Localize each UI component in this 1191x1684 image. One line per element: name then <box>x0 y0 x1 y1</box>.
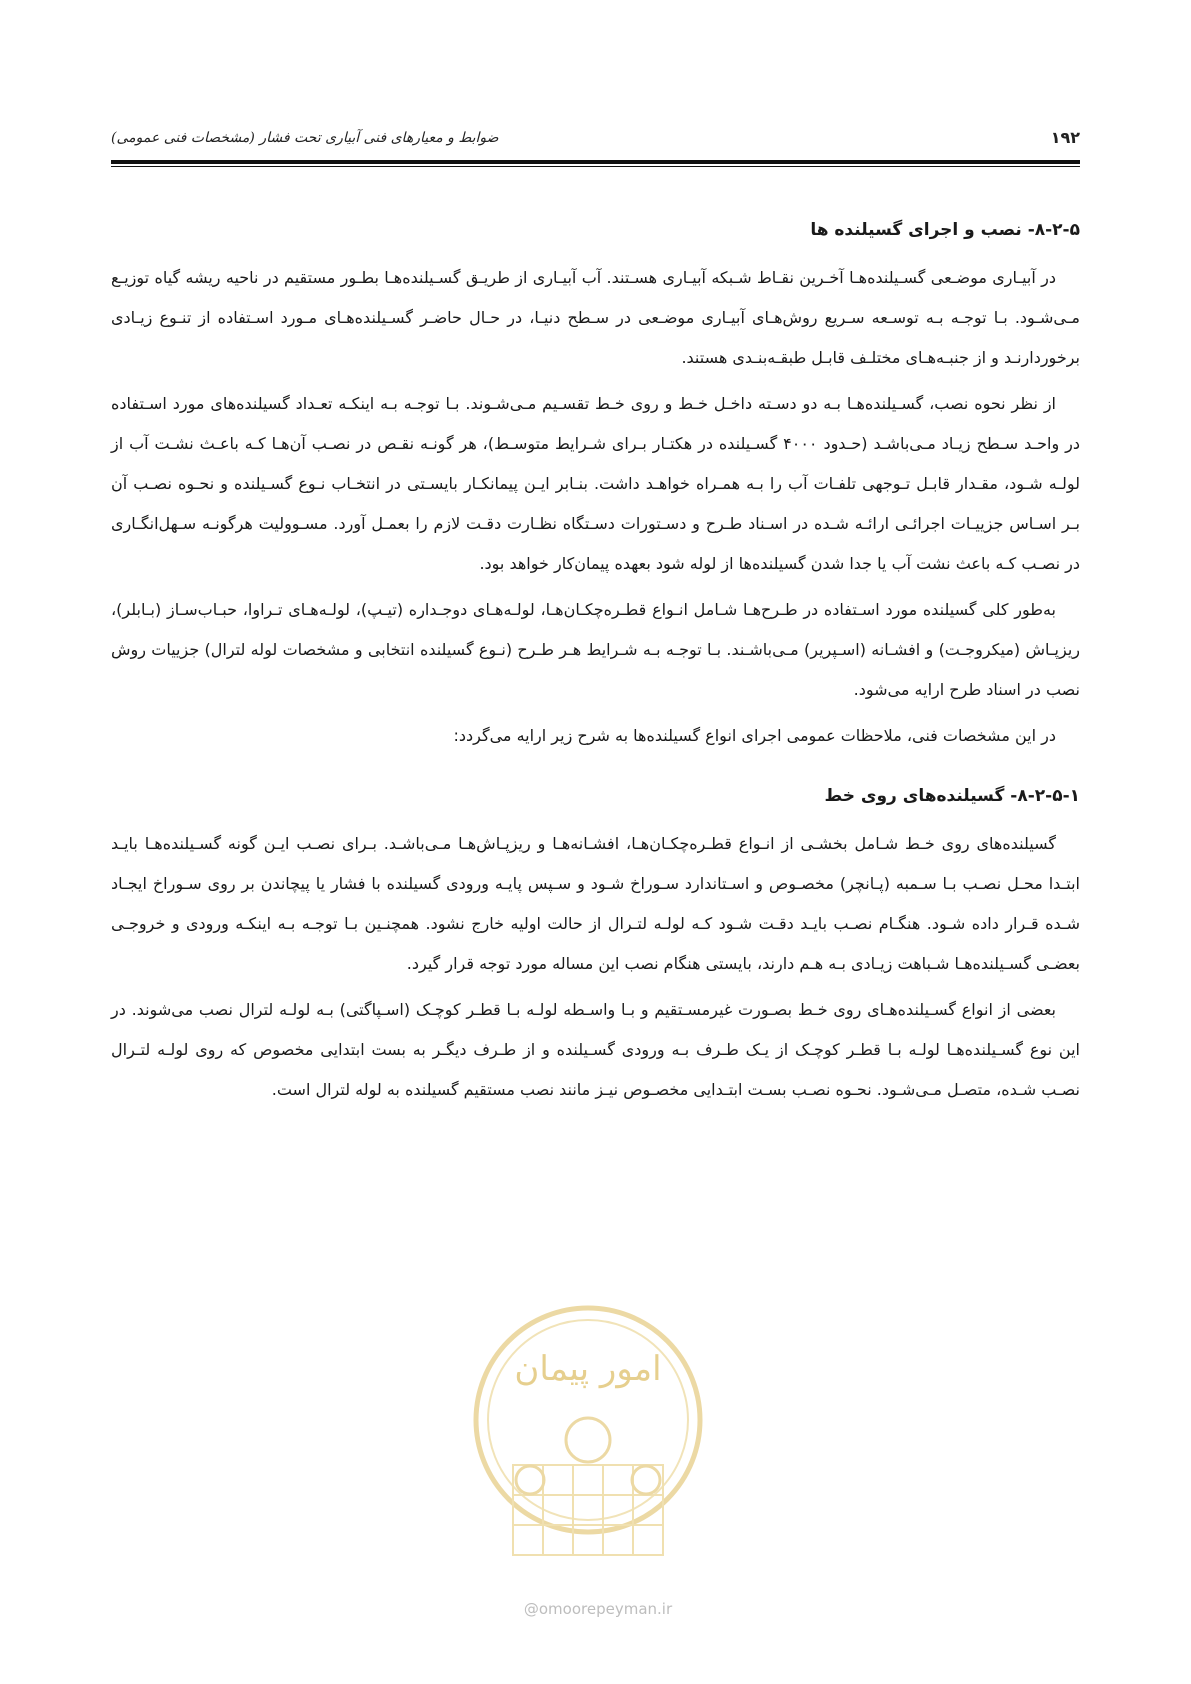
section-heading-installation: ۸-۲-۵- نصب و اجرای گسیلنده ها <box>810 220 1080 240</box>
header-rule-thin <box>111 166 1080 167</box>
paragraph-installation-method: از نظر نحوه نصب، گسـیلنده‌هـا بـه دو دسـته داخـل خـط و روی خـط تقسـیم مـی‌شـوند. بـا توجـه بـه اینکـه تعـداد گسیلنده‌های مورد اسـتفاده در واحـد سـطح زیـاد مـی‌باشـد (حـدود ۴۰۰۰ گسـیلنده در هکتـار بـرای شـرایط متوسـط)، هر گونـه نقـص در نصـب آن‌هـا کـه باعـث نشـت آب از لولـه شـود، مقـدار قابـل تـوجهی تلفـات آب را بـه همـراه خواهـد داشت. بنـابر ایـن پیمانکـار بایسـتی در انتخـاب نـوع گسـیلنده و نحـوه نصـب آن بـر اسـاس جزییـات اجرائـی ارائـه شـده در اسـناد طـرح و دسـتورات دسـتگاه نظـارت دقـت لازم را بعمـل آورد. مسـوولیت هرگونـه سـهل‌انگـاری در نصـب کـه باعث نشت آب یا جدا شدن گسیلنده‌ها از لوله شود بعهده پیمان‌کار خواهد بود. <box>111 394 1081 573</box>
paragraph-spaghetti-tube: بعضی از انواع گسـیلنده‌هـای روی خـط بصـورت غیرمسـتقیم و بـا واسـطه لولـه بـا قطـر کوچـک (اسـپاگتی) بـه لولـه لترال نصب می‌شوند. در این نوع گسـیلنده‌هـا لولـه بـا قطـر کوچـک از یـک طـرف بـه ورودی گسـیلنده و از طـرف دیگـر به بست ابتدایی مخصوص که روی لولـه لتـرال نصـب شـده، متصـل مـی‌شـود. نحـوه نصـب بسـت ابتـدایی مخصـوص نیـز مانند نصب مستقیم گسیلنده به لوله لترال است. <box>111 1000 1080 1099</box>
page-number: ۱۹۲ <box>1050 128 1080 147</box>
watermark-url: @omoorepeyman.ir <box>523 1600 673 1618</box>
watermark-logo-text: امور پیمان <box>514 1349 662 1389</box>
paragraph-emitter-types: به‌طور کلی گسیلنده مورد اسـتفاده در طـرح‌هـا شـامل انـواع قطـره‌چکـان‌هـا، لولـه‌هـای دوجـداره (تیـپ)، لولـه‌هـای تـراوا، حبـاب‌سـاز (بـابلر)، ریزپـاش (میکروجـت) و افشـانه (اسـپریر) مـی‌باشـند. بـا توجـه بـه شـرایط هـر طـرح (نـوع گسیلنده انتخابی و مشخصات لوله لترال) جزییات روش نصب در اسناد طرح ارایه می‌شود. <box>111 600 1080 699</box>
header-rule-thick <box>111 160 1080 164</box>
paragraph-general-notes: در این مشخصات فنی، ملاحظات عمومی اجرای انواع گسیلنده‌ها به شرح زیر ارایه می‌گردد: <box>453 726 1056 745</box>
paragraph-online-emitters: گسیلنده‌های روی خـط شـامل بخشـی از انـواع قطـره‌چکـان‌هـا، افشـانه‌هـا و ریزپـاش‌هـا مـی‌باشـد. بـرای نصـب ایـن گونه گسـیلنده‌هـا بایـد ابتـدا محـل نصـب بـا سـمبه (پـانچر) مخصـوص و اسـتاندارد سـوراخ شـود و سـپس پایـه ورودی گسیلنده با فشار یا پیچاندن بر روی سـوراخ ایجـاد شـده قـرار داده شـود. هنگـام نصـب بایـد دقـت شـود کـه لولـه لتـرال از حالت اولیه خارج نشود. همچنـین بـا توجـه بـه اینکـه ورودی و خروجـی بعضـی گسـیلنده‌هـا شـباهت زیـادی بـه هـم دارند، بایستی هنگام نصب این مساله مورد توجه قرار گیرد. <box>111 834 1080 973</box>
section-heading-online-emitters: ۸-۲-۵-۱- گسیلنده‌های روی خط <box>824 786 1080 806</box>
watermark-logo <box>458 1300 718 1600</box>
running-header <box>111 130 1080 152</box>
body-content <box>111 210 1080 1116</box>
header-title: ضوابط و معیارهای فنی آبیاری تحت فشار (مشخصات فنی عمومی) <box>111 130 499 146</box>
paragraph-intro: در آبیـاری موضـعی گسـیلنده‌هـا آخـرین نقـاط شـبکه آبیـاری هسـتند. آب آبیـاری از طریـق گسـیلنده‌هـا بطـور مستقیم در ناحیه ریشه گیاه توزیـع مـی‌شـود. بـا توجـه بـه توسـعه سـریع روش‌هـای آبیـاری موضـعی در سـطح دنیـا، در حـال حاضـر گسـیلنده‌هـای مـورد اسـتفاده از تنـوع زیـادی برخوردارنـد و از جنبـه‌هـای مختلـف قابـل طبقـه‌بنـدی هستند. <box>111 268 1080 367</box>
